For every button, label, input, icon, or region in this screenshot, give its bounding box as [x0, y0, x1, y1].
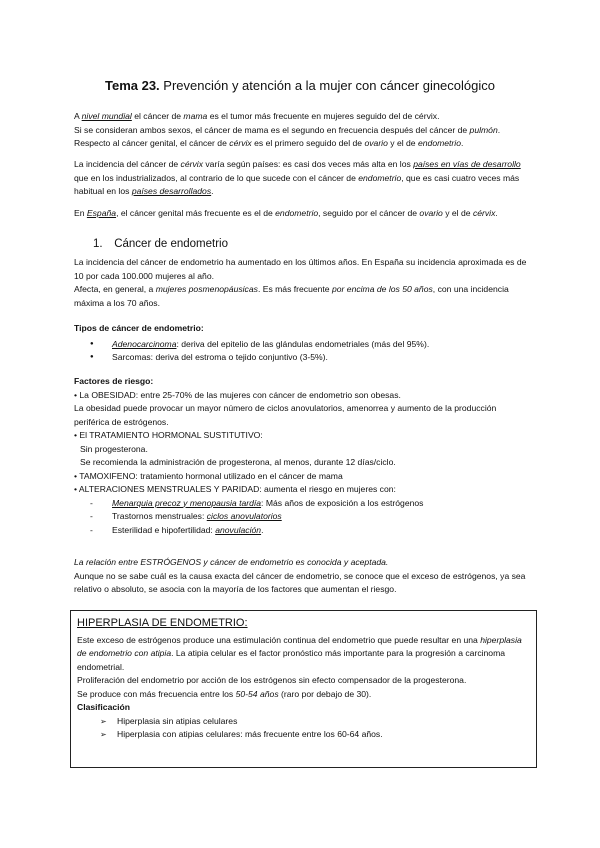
- box-paragraph: Este exceso de estrógenos produce una estimulación continua del endometrio que puede resultar en una hiperplasia de endometrio con atipia. La atipia celular es el factor pronóstico más importante para la progresión a carcinoma endometrial.: [77, 634, 522, 672]
- relacion-text: Aunque no se sabe cuál es la causa exacta del cáncer de endometrio, se conoce que el exceso de estrógenos, ya sea relativo o absoluto, se asocia con la mayoría de los factores que aumentan el riesgo.: [74, 570, 526, 594]
- intro-line: Si se consideran ambos sexos, el cáncer de mama es el segundo en frecuencia después del cáncer de pulmón.: [74, 124, 501, 135]
- endometrio-text: La incidencia del cáncer de endometrio ha aumentado en los últimos años. En España su incidencia aproximada es de 10 por cada 100.000 mujeres al año.: [74, 257, 527, 281]
- list-item: - Menarquia precoz y menopausia tardía: Más años de exposición a los estrógenos: [74, 497, 534, 511]
- section-heading: [93, 238, 228, 250]
- tipos-list: [74, 338, 534, 365]
- title-number: Tema 23.: [104, 78, 160, 93]
- list-item: ● Sarcomas: deriva del estroma o tejido conjuntivo (3-5%).: [74, 351, 534, 365]
- endometrio-paragraph: [74, 256, 534, 310]
- relacion-lead: La relación entre ESTRÓGENOS y cáncer de endometrio es conocida y aceptada.: [74, 557, 389, 567]
- factores-heading: Factores de riesgo:: [74, 376, 154, 386]
- hiperplasia-box: [70, 610, 537, 768]
- spain-text: En España, el cáncer genital más frecuente es el de endometrio, seguido por el cáncer de ovario y el de cérvix.: [74, 208, 498, 218]
- list-item: ➢ Hiperplasia sin atipias celulares: [77, 715, 530, 729]
- spain-paragraph: [74, 207, 534, 221]
- list-item: - Trastornos menstruales: ciclos anovulatorios: [74, 510, 534, 524]
- intro-paragraph: [74, 110, 534, 151]
- title-text: Prevención y atención a la mujer con cáncer ginecológico: [163, 78, 495, 93]
- list-item: ● Adenocarcinoma: deriva del epitelio de las glándulas endometriales (más del 95%).: [74, 338, 534, 352]
- alteraciones-line: • ALTERACIONES MENSTRUALES Y PARIDAD: aumenta el riesgo en mujeres con:: [74, 484, 396, 494]
- clasificacion-heading: Clasificación: [77, 702, 131, 712]
- alteraciones-list: [74, 497, 534, 538]
- box-title: HIPERPLASIA DE ENDOMETRIO:: [77, 617, 248, 629]
- trh-line: • El TRATAMIENTO HORMONAL SUSTITUTIVO:: [74, 430, 263, 440]
- clasificacion-list: [77, 715, 530, 742]
- section-title: Cáncer de endometrio: [114, 238, 228, 250]
- relacion-paragraph: [74, 556, 534, 597]
- obesidad-detail: La obesidad puede provocar un mayor número de ciclos anovulatorios, amenorrea y aumento de la producción periférica de estrógenos.: [74, 403, 497, 427]
- factores-section: [74, 375, 534, 537]
- tamoxifeno-line: • TAMOXIFENO: tratamiento hormonal utilizado en el cáncer de mama: [74, 470, 343, 481]
- list-item: ➢ Hiperplasia con atipias celulares: más frecuente entre los 60-64 años.: [77, 728, 530, 742]
- endometrio-text: Afecta, en general, a mujeres posmenopáusicas. Es más frecuente por encima de los 50 años, con una incidencia máxima a los 70 años.: [74, 284, 509, 308]
- intro-line: A nivel mundial el cáncer de mama es el tumor más frecuente en mujeres seguido del de cérvix.: [74, 111, 440, 121]
- page-title: [0, 78, 600, 93]
- box-paragraph: Se produce con más frecuencia entre los 50-54 años (raro por debajo de 30).: [77, 688, 372, 699]
- tipos-section: [74, 322, 534, 365]
- section-number: 1.: [93, 238, 103, 250]
- tipos-heading: Tipos de cáncer de endometrio:: [74, 323, 204, 333]
- box-paragraph: Proliferación del endometrio por acción de los estrógenos sin efecto compensador de la progesterona.: [77, 675, 467, 685]
- trh-detail: Se recomienda la administración de progesterona, al menos, durante 12 días/ciclo.: [80, 457, 396, 467]
- incidence-text: La incidencia del cáncer de cérvix varía según países: es casi dos veces más alta en los países en vías de desarrollo que en los industrializados, al contrario de lo que sucede con el cáncer de endometrio, que es casi cuatro veces más habitual en los países desarrollados.: [74, 159, 521, 196]
- trh-detail: Sin progesterona.: [80, 443, 148, 454]
- incidence-paragraph: [74, 158, 534, 199]
- list-item: - Esterilidad e hipofertilidad: anovulación.: [74, 524, 534, 538]
- intro-line: Respecto al cáncer genital, el cáncer de cérvix es el primero seguido del de ovario y el de endometrio.: [74, 138, 464, 148]
- obesidad-line: • La OBESIDAD: entre 25-70% de las mujeres con cáncer de endometrio son obesas.: [74, 389, 401, 400]
